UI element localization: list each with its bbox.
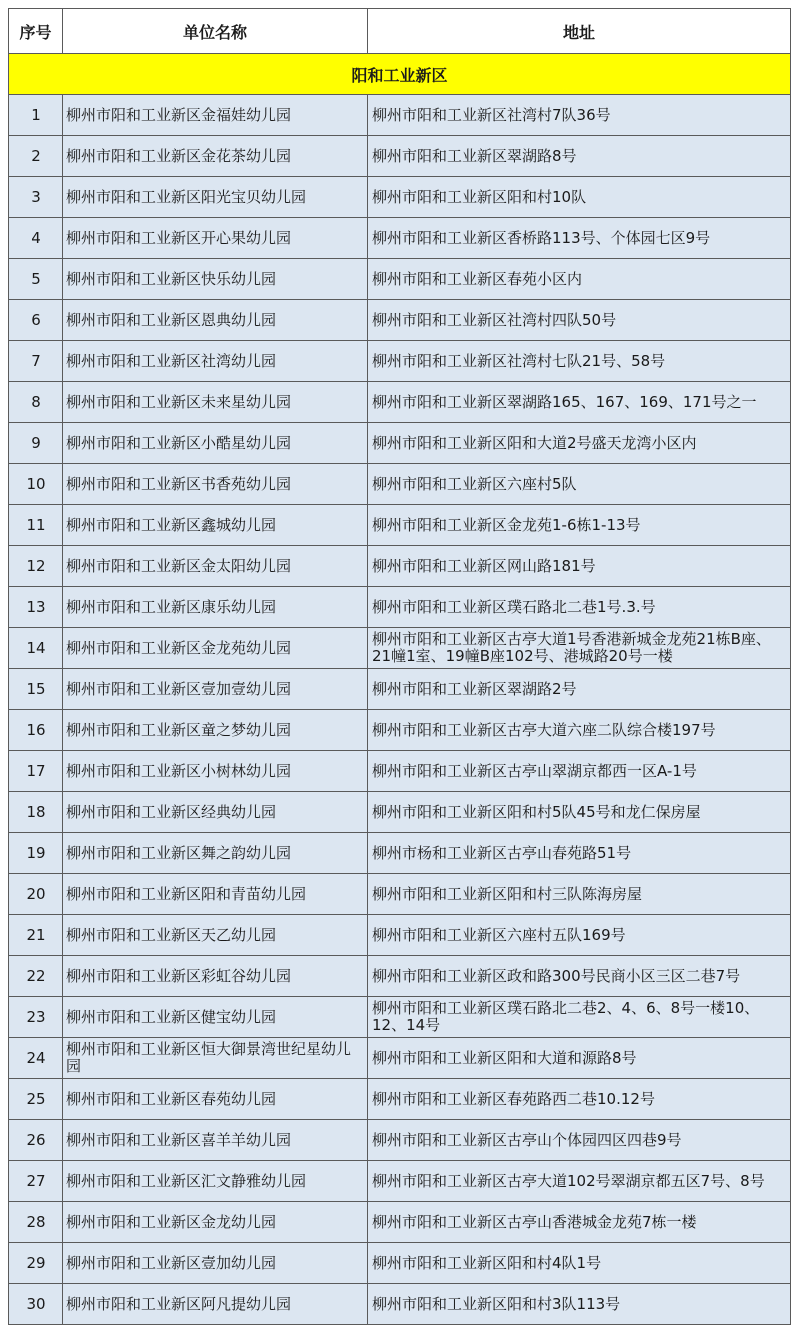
table-row	[9, 710, 791, 751]
row-name: 柳州市阳和工业新区汇文静雅幼儿园	[63, 1161, 368, 1202]
row-number: 4	[9, 218, 63, 259]
row-name: 柳州市阳和工业新区快乐幼儿园	[63, 259, 368, 300]
row-name: 柳州市阳和工业新区社湾幼儿园	[63, 341, 368, 382]
table-row	[9, 1202, 791, 1243]
row-address: 柳州市阳和工业新区阳和村10队	[368, 177, 791, 218]
row-number: 20	[9, 874, 63, 915]
row-number: 11	[9, 505, 63, 546]
row-number: 14	[9, 628, 63, 669]
table-row	[9, 956, 791, 997]
row-name: 柳州市阳和工业新区小树林幼儿园	[63, 751, 368, 792]
table-row	[9, 505, 791, 546]
row-address: 柳州市阳和工业新区古亭大道六座二队综合楼197号	[368, 710, 791, 751]
header-address: 地址	[368, 9, 791, 54]
row-name: 柳州市阳和工业新区未来星幼儿园	[63, 382, 368, 423]
row-name: 柳州市阳和工业新区开心果幼儿园	[63, 218, 368, 259]
table-row	[9, 628, 791, 669]
table-row	[9, 95, 791, 136]
row-number: 19	[9, 833, 63, 874]
row-address: 柳州市阳和工业新区古亭大道102号翠湖京都五区7号、8号	[368, 1161, 791, 1202]
row-address: 柳州市阳和工业新区翠湖路165、167、169、171号之一	[368, 382, 791, 423]
row-name: 柳州市阳和工业新区春苑幼儿园	[63, 1079, 368, 1120]
table-row	[9, 1243, 791, 1284]
section-title: 阳和工业新区	[9, 54, 791, 95]
row-address: 柳州市阳和工业新区阳和大道2号盛天龙湾小区内	[368, 423, 791, 464]
row-number: 12	[9, 546, 63, 587]
row-address: 柳州市阳和工业新区春苑路西二巷10.12号	[368, 1079, 791, 1120]
row-address: 柳州市阳和工业新区社湾村7队36号	[368, 95, 791, 136]
row-name: 柳州市阳和工业新区壹加幼儿园	[63, 1243, 368, 1284]
row-address: 柳州市阳和工业新区古亭山个体园四区四巷9号	[368, 1120, 791, 1161]
row-number: 10	[9, 464, 63, 505]
table-row	[9, 136, 791, 177]
row-number: 2	[9, 136, 63, 177]
row-name: 柳州市阳和工业新区书香苑幼儿园	[63, 464, 368, 505]
row-number: 6	[9, 300, 63, 341]
table-row	[9, 464, 791, 505]
row-address: 柳州市阳和工业新区阳和村4队1号	[368, 1243, 791, 1284]
row-address: 柳州市阳和工业新区阳和村三队陈海房屋	[368, 874, 791, 915]
row-address: 柳州市阳和工业新区阳和大道和源路8号	[368, 1038, 791, 1079]
row-name: 柳州市阳和工业新区壹加壹幼儿园	[63, 669, 368, 710]
row-name: 柳州市阳和工业新区金福娃幼儿园	[63, 95, 368, 136]
table-row	[9, 300, 791, 341]
row-name: 柳州市阳和工业新区金花茶幼儿园	[63, 136, 368, 177]
section-row	[9, 54, 791, 95]
row-name: 柳州市阳和工业新区童之梦幼儿园	[63, 710, 368, 751]
row-name: 柳州市阳和工业新区阳光宝贝幼儿园	[63, 177, 368, 218]
header-name: 单位名称	[63, 9, 368, 54]
row-number: 28	[9, 1202, 63, 1243]
row-number: 29	[9, 1243, 63, 1284]
table-row	[9, 546, 791, 587]
table-row	[9, 177, 791, 218]
row-name: 柳州市阳和工业新区小酷星幼儿园	[63, 423, 368, 464]
row-address: 柳州市阳和工业新区政和路300号民商小区三区二巷7号	[368, 956, 791, 997]
row-name: 柳州市阳和工业新区阳和青苗幼儿园	[63, 874, 368, 915]
row-address: 柳州市阳和工业新区古亭大道1号香港新城金龙苑21栋B座、21幢1室、19幢B座102号、港城路20号一楼	[368, 628, 791, 669]
row-number: 27	[9, 1161, 63, 1202]
row-address: 柳州市阳和工业新区璞石路北二巷1号.3.号	[368, 587, 791, 628]
row-address: 柳州市阳和工业新区璞石路北二巷2、4、6、8号一楼10、12、14号	[368, 997, 791, 1038]
row-name: 柳州市阳和工业新区金龙苑幼儿园	[63, 628, 368, 669]
table-row	[9, 382, 791, 423]
table-row	[9, 874, 791, 915]
row-number: 3	[9, 177, 63, 218]
table-row	[9, 341, 791, 382]
table-row	[9, 1038, 791, 1079]
row-address: 柳州市阳和工业新区古亭山香港城金龙苑7栋一楼	[368, 1202, 791, 1243]
row-number: 23	[9, 997, 63, 1038]
row-number: 9	[9, 423, 63, 464]
table-row	[9, 915, 791, 956]
table-row	[9, 1120, 791, 1161]
row-number: 16	[9, 710, 63, 751]
row-number: 26	[9, 1120, 63, 1161]
table-row	[9, 1079, 791, 1120]
row-name: 柳州市阳和工业新区喜羊羊幼儿园	[63, 1120, 368, 1161]
row-number: 22	[9, 956, 63, 997]
row-address: 柳州市阳和工业新区金龙苑1-6栋1-13号	[368, 505, 791, 546]
row-address: 柳州市阳和工业新区古亭山翠湖京都西一区A-1号	[368, 751, 791, 792]
row-number: 18	[9, 792, 63, 833]
table-row	[9, 1161, 791, 1202]
table-row	[9, 423, 791, 464]
table-row	[9, 751, 791, 792]
row-address: 柳州市阳和工业新区阳和村3队113号	[368, 1284, 791, 1325]
table-row	[9, 587, 791, 628]
row-address: 柳州市阳和工业新区翠湖路2号	[368, 669, 791, 710]
row-number: 8	[9, 382, 63, 423]
row-name: 柳州市阳和工业新区经典幼儿园	[63, 792, 368, 833]
row-name: 柳州市阳和工业新区康乐幼儿园	[63, 587, 368, 628]
row-address: 柳州市阳和工业新区社湾村七队21号、58号	[368, 341, 791, 382]
row-name: 柳州市阳和工业新区恒大御景湾世纪星幼儿园	[63, 1038, 368, 1079]
table-row	[9, 833, 791, 874]
table-row	[9, 669, 791, 710]
row-number: 25	[9, 1079, 63, 1120]
row-name: 柳州市阳和工业新区阿凡提幼儿园	[63, 1284, 368, 1325]
row-number: 21	[9, 915, 63, 956]
row-number: 7	[9, 341, 63, 382]
row-name: 柳州市阳和工业新区金太阳幼儿园	[63, 546, 368, 587]
row-address: 柳州市阳和工业新区网山路181号	[368, 546, 791, 587]
kindergarten-table	[8, 8, 791, 1325]
row-number: 5	[9, 259, 63, 300]
row-address: 柳州市阳和工业新区翠湖路8号	[368, 136, 791, 177]
table-row	[9, 792, 791, 833]
header-no: 序号	[9, 9, 63, 54]
row-address: 柳州市阳和工业新区香桥路113号、个体园七区9号	[368, 218, 791, 259]
row-name: 柳州市阳和工业新区天乙幼儿园	[63, 915, 368, 956]
header-row	[9, 9, 791, 54]
row-address: 柳州市阳和工业新区春苑小区内	[368, 259, 791, 300]
table-row	[9, 997, 791, 1038]
row-name: 柳州市阳和工业新区鑫城幼儿园	[63, 505, 368, 546]
row-address: 柳州市阳和工业新区六座村5队	[368, 464, 791, 505]
table-row	[9, 259, 791, 300]
row-name: 柳州市阳和工业新区彩虹谷幼儿园	[63, 956, 368, 997]
row-address: 柳州市阳和工业新区阳和村5队45号和龙仁保房屋	[368, 792, 791, 833]
row-address: 柳州市阳和工业新区六座村五队169号	[368, 915, 791, 956]
table-row	[9, 218, 791, 259]
row-number: 1	[9, 95, 63, 136]
row-number: 24	[9, 1038, 63, 1079]
row-address: 柳州市杨和工业新区古亭山春苑路51号	[368, 833, 791, 874]
row-name: 柳州市阳和工业新区恩典幼儿园	[63, 300, 368, 341]
row-number: 17	[9, 751, 63, 792]
row-name: 柳州市阳和工业新区健宝幼儿园	[63, 997, 368, 1038]
row-name: 柳州市阳和工业新区舞之韵幼儿园	[63, 833, 368, 874]
row-number: 30	[9, 1284, 63, 1325]
table-row	[9, 1284, 791, 1325]
row-number: 15	[9, 669, 63, 710]
row-name: 柳州市阳和工业新区金龙幼儿园	[63, 1202, 368, 1243]
row-number: 13	[9, 587, 63, 628]
row-address: 柳州市阳和工业新区社湾村四队50号	[368, 300, 791, 341]
